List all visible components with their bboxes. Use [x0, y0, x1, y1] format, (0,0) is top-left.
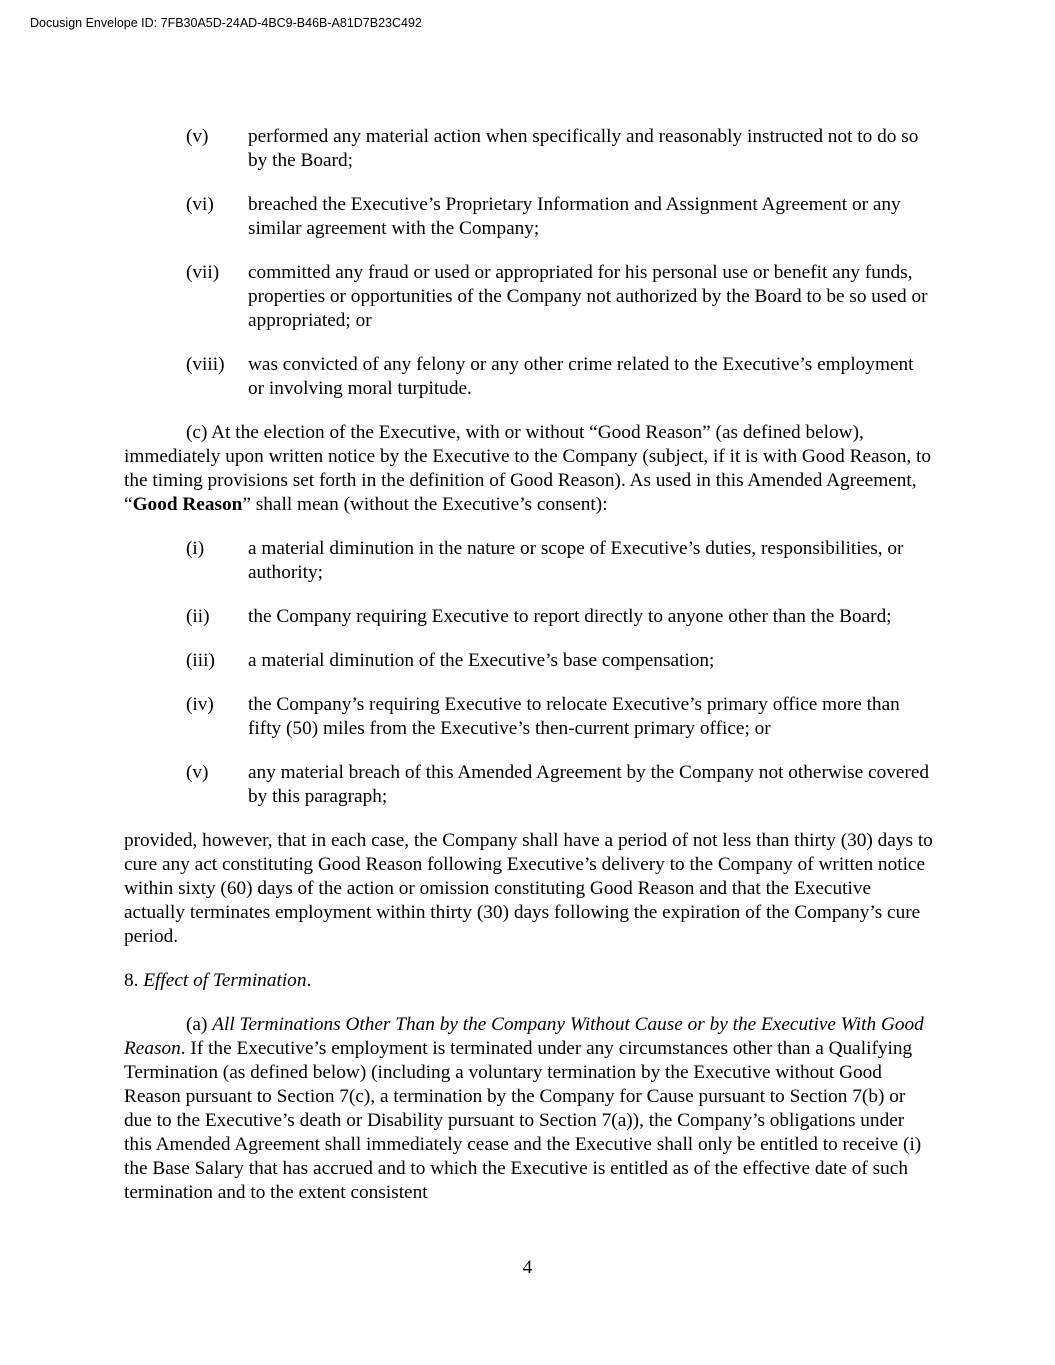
page-number: 4: [522, 1257, 533, 1278]
list-item-text: breached the Executive’s Proprietary Information and Assignment Agreement or any similar agreement with the Company;: [248, 194, 901, 239]
paragraph-a-text: . If the Executive’s employment is terminated under any circumstances other than a Qualifying Termination (as defined below) (including a voluntary termination by the Executive without Good Reason pursuant to Section 7(c), a termination by the Company for Cause pursuant to Section 7(b) or due to the Executive’s death or Disability pursuant to Section 7(a)), the Company’s obligations under this Amended Agreement shall immediately cease and the Executive shall only be entitled to receive (i) the Base Salary that has accrued and to which the Executive is entitled as of the effective date of such termination and to the extent consistent: [124, 1038, 922, 1203]
list-item-text: the Company’s requiring Executive to relocate Executive’s primary office more than fifty (50) miles from the Executive’s then-current primary office; or: [248, 694, 900, 739]
list-item-number: (iii): [186, 650, 215, 671]
list-item: [124, 761, 934, 809]
paragraph-a-label: (a): [186, 1014, 213, 1035]
list-item-number: (v): [186, 126, 209, 147]
list-item-number: (viii): [186, 354, 225, 375]
list-item-number: (iv): [186, 694, 214, 715]
list-item-text: was convicted of any felony or any other crime related to the Executive’s employment or involving moral turpitude.: [248, 354, 914, 399]
list-item: [124, 537, 934, 585]
list-item-text: a material diminution of the Executive’s base compensation;: [248, 650, 715, 671]
good-reason-term: Good Reason: [132, 494, 243, 515]
list-item-number: (v): [186, 762, 209, 783]
paragraph-c-text: (c) At the election of the Executive, with or without “Good Reason” (as defined below), immediately upon written notice by the Executive to the Company (subject, if it is with Good Reason, to the timing provisions set forth in the definition of Good Reason). As used in this Amended Agreement, “: [124, 422, 931, 515]
document-body: [124, 125, 934, 1205]
list-item: [124, 193, 934, 241]
list-item: [124, 353, 934, 401]
list-item-number: (vi): [186, 194, 214, 215]
section-title-period: .: [306, 970, 312, 991]
list-item: [124, 261, 934, 333]
section-title: Effect of Termination: [143, 970, 307, 991]
list-item-text: committed any fraud or used or appropriated for his personal use or benefit any funds, properties or opportunities of the Company not authorized by the Board to be so used or appropriated; or: [248, 262, 928, 331]
list-item-number: (vii): [186, 262, 220, 283]
list-item: [124, 649, 934, 673]
paragraph-c: [124, 421, 934, 517]
list-item-number: (i): [186, 538, 205, 559]
section-heading: [124, 969, 934, 993]
list-item-text: any material breach of this Amended Agreement by the Company not otherwise covered by this paragraph;: [248, 762, 930, 807]
list-item-text: performed any material action when specifically and reasonably instructed not to do so by the Board;: [248, 126, 919, 171]
list-item: [124, 125, 934, 173]
paragraph-a-title: All Terminations Other Than by the Company Without Cause or by the Executive With Good Reason: [124, 1014, 924, 1059]
envelope-id: Docusign Envelope ID: 7FB30A5D-24AD-4BC9-B46B-A81D7B23C492: [30, 16, 422, 30]
paragraph-c-text-end: ” shall mean (without the Executive’s consent):: [242, 494, 608, 515]
list-item-text: the Company requiring Executive to report directly to anyone other than the Board;: [248, 606, 892, 627]
list-item: [124, 693, 934, 741]
list-item-text: a material diminution in the nature or scope of Executive’s duties, responsibilities, or authority;: [248, 538, 904, 583]
paragraph-a: [124, 1013, 934, 1205]
list-item-number: (ii): [186, 606, 210, 627]
proviso-paragraph: provided, however, that in each case, the Company shall have a period of not less than thirty (30) days to cure any act constituting Good Reason following Executive’s delivery to the Company of written notice within sixty (60) days of the action or omission constituting Good Reason and that the Executive actually terminates employment within thirty (30) days following the expiration of the Company’s cure period.: [124, 830, 933, 947]
list-item: [124, 605, 934, 629]
section-number: 8.: [124, 970, 144, 991]
